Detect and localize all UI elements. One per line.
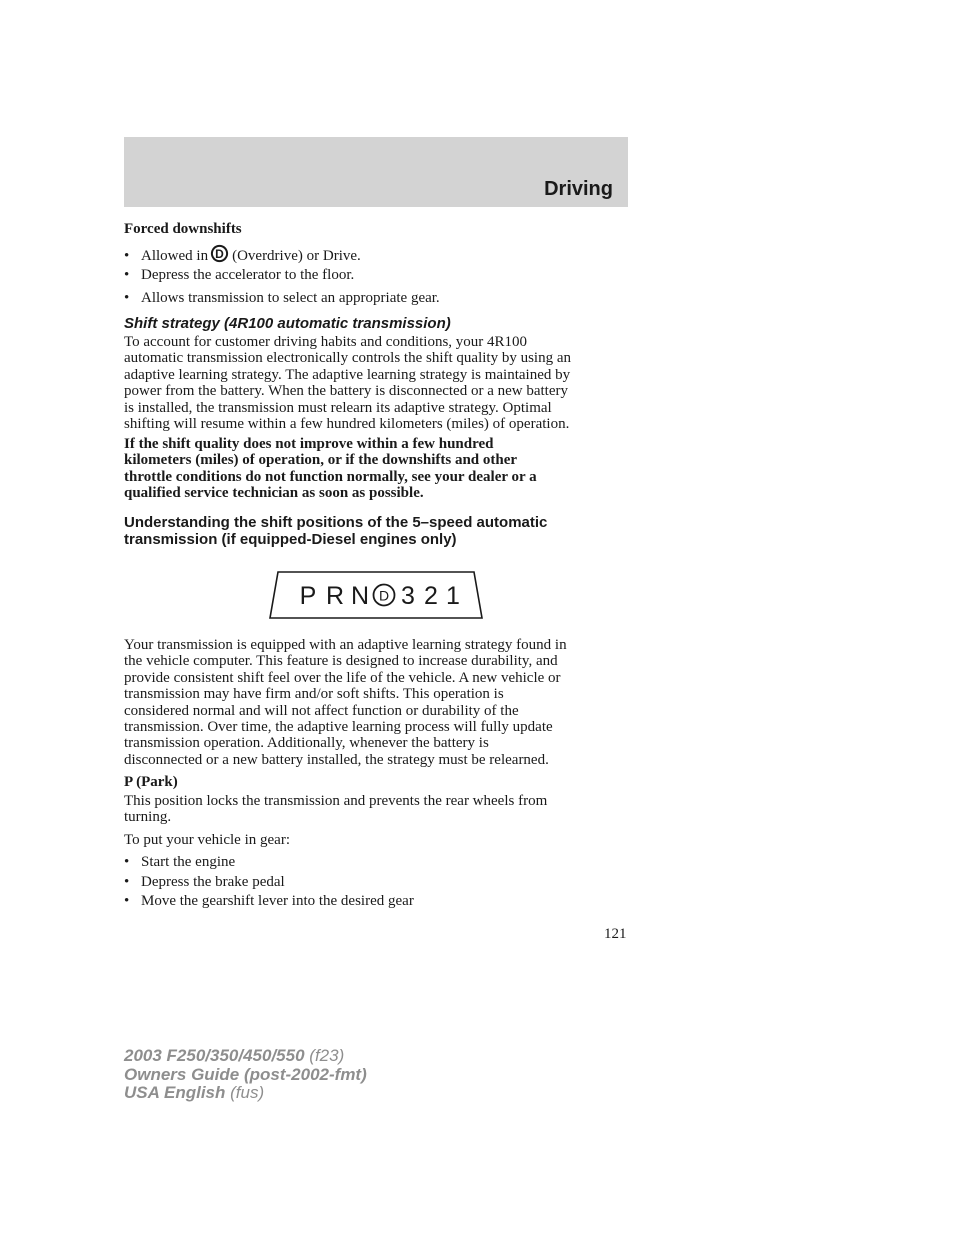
shift-positions-heading: Understanding the shift positions of the 5–speed automatic transmission (if equipped-Diesel engines only) xyxy=(124,514,548,548)
section-header-band xyxy=(124,137,628,207)
document-footer: 2003 F250/350/450/550 (f23) Owners Guide (post-2002-fmt) USA English (fus) xyxy=(124,1046,367,1103)
adaptive-learning-paragraph: Your transmission is equipped with an adaptive learning strategy found in the vehicle computer. This feature is designed to increase durability, and provide consistent shift feel over the life of the vehicle. A new vehicle or transmission may have firm and/or soft shifts. This operation is considered normal and will not affect function or durability of the transmission. Over time, the adaptive learning process will fully update transmission operation. Additionally, whenever the battery is disconnected or a new battery installed, the strategy must be relearned. xyxy=(124,637,567,768)
gear-r-label: R xyxy=(325,582,345,610)
list-item: • Move the gearshift lever into the desired gear xyxy=(124,893,414,909)
gear-3-label: 3 xyxy=(401,582,415,610)
gear-2-label: 2 xyxy=(424,582,438,610)
shift-strategy-paragraph: To account for customer driving habits and conditions, your 4R100 automatic transmission electronically controls the shift quality by using an adaptive learning strategy. The adaptive learning strategy is maintained by power from the battery. When the battery is disconnected or a new battery is installed, the transmission must relearn its adaptive strategy. Optimal shifting will resume within a few hundred kilometers (miles) of operation. xyxy=(124,334,571,433)
page-number: 121 xyxy=(604,926,627,942)
bullet-icon: • xyxy=(124,854,130,870)
section-title: Driving xyxy=(544,178,613,200)
bullet-icon: • xyxy=(124,267,130,283)
gear-intro-text: To put your vehicle in gear: xyxy=(124,832,290,848)
list-item: • Allows transmission to select an appropriate gear. xyxy=(124,290,440,306)
park-heading: P (Park) xyxy=(124,774,178,790)
bullet-icon: • xyxy=(124,893,130,909)
list-item: • Allowed in D (Overdrive) or Drive. xyxy=(124,244,361,268)
forced-downshifts-heading: Forced downshifts xyxy=(124,221,242,237)
shift-quality-warning: If the shift quality does not improve within a few hundred kilometers (miles) of operation, or if the downshifts and other throttle conditions do not function normally, see your dealer or a qualified service technician as soon as possible. xyxy=(124,436,537,502)
shift-strategy-heading: Shift strategy (4R100 automatic transmission) xyxy=(124,315,451,332)
gear-overdrive-d-icon xyxy=(374,585,395,606)
gear-p-label: P xyxy=(299,582,317,610)
svg-text:D: D xyxy=(378,587,390,604)
list-item: • Start the engine xyxy=(124,854,236,870)
bullet-icon: • xyxy=(124,874,130,890)
gear-n-label: N xyxy=(350,582,370,610)
park-paragraph: This position locks the transmission and prevents the rear wheels from turning. xyxy=(124,793,548,826)
bullet-icon: • xyxy=(124,290,130,306)
list-item: • Depress the brake pedal xyxy=(124,874,285,890)
overdrive-d-icon xyxy=(210,244,229,268)
list-item: • Depress the accelerator to the floor. xyxy=(124,267,355,283)
gear-position-indicator xyxy=(268,570,484,620)
gear-1-label: 1 xyxy=(446,582,460,610)
bullet-icon: • xyxy=(124,248,130,264)
svg-text:D: D xyxy=(215,247,224,261)
